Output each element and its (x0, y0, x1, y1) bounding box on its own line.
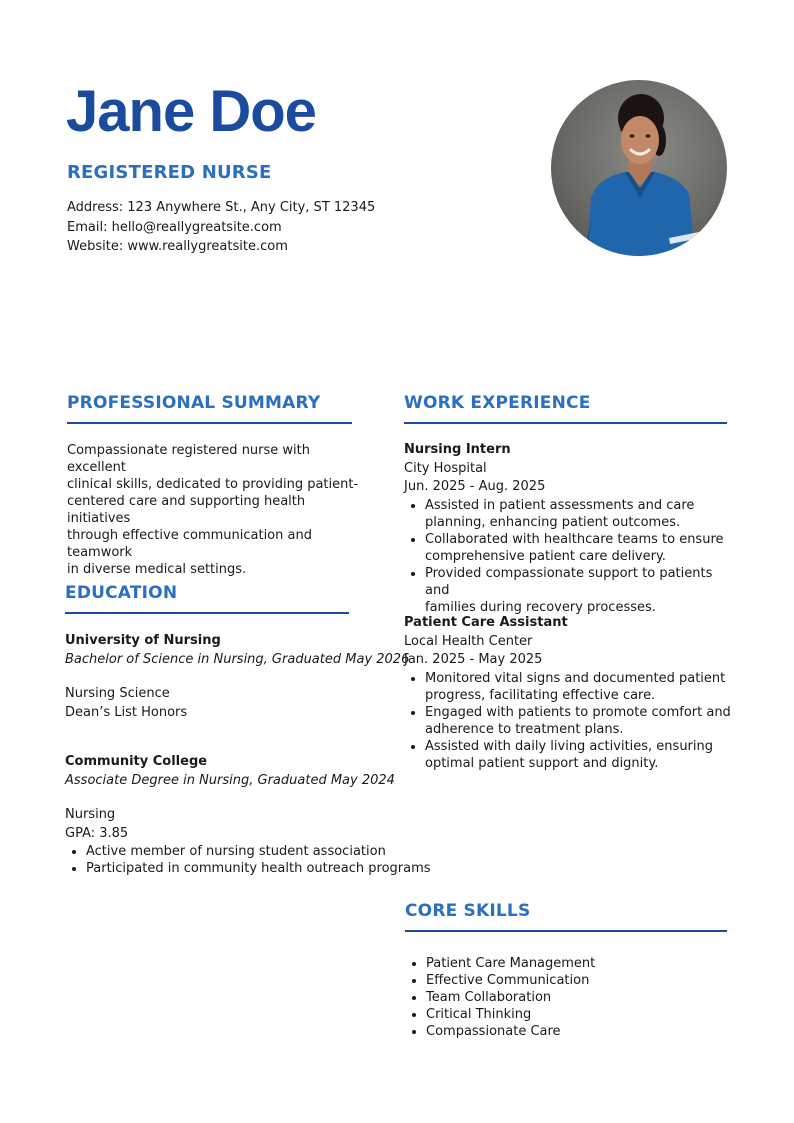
nurse-portrait-image (551, 80, 727, 256)
school-name: Community College (65, 754, 208, 769)
summary-line: Compassionate registered nurse with excellent (67, 443, 310, 475)
list-item (425, 670, 734, 704)
skill-item: • Effective Communication (426, 972, 595, 989)
job-organization: Local Health Center (404, 633, 533, 649)
list-item: • Active member of nursing student association (86, 843, 431, 860)
education-divider (65, 612, 349, 614)
school-name: University of Nursing (65, 633, 221, 648)
skills-divider (405, 930, 727, 932)
school-detail: Nursing (65, 807, 116, 822)
summary-line: in diverse medical settings. (67, 562, 247, 577)
job-dates: Jan. 2025 - May 2025 (404, 652, 543, 667)
school-detail: Nursing Science (65, 686, 170, 701)
contact-email: Email: hello@reallygreatsite.com (67, 219, 282, 235)
experience-divider (404, 422, 727, 424)
list-item (425, 531, 734, 565)
school-detail: GPA: 3.85 (65, 825, 129, 841)
summary-text (67, 442, 367, 578)
summary-line: through effective communication and teamwork (67, 528, 312, 560)
skill-item: • Compassionate Care (426, 1023, 595, 1040)
school-degree: Associate Degree in Nursing, Graduated May 2024 (65, 772, 395, 788)
skill-item: • Patient Care Management (426, 955, 595, 972)
education-entry (65, 753, 431, 877)
list-item-line: Assisted with daily living activities, ensuring (425, 738, 714, 754)
list-item-line: Assisted in patient assessments and care (425, 497, 695, 513)
list-item-line: planning, enhancing patient outcomes. (425, 514, 681, 530)
skill-item: • Team Collaboration (426, 989, 595, 1006)
list-item (425, 704, 734, 738)
school-activities-list (65, 843, 431, 877)
job-entry (404, 614, 734, 772)
list-item-line: Collaborated with healthcare teams to ensure (425, 531, 724, 547)
contact-address: Address: 123 Anywhere St., Any City, ST 12345 (67, 200, 376, 215)
job-organization: City Hospital (404, 460, 487, 476)
skills-list (405, 955, 595, 1040)
list-item-line: Provided compassionate support to patients and (425, 565, 713, 598)
list-item (425, 738, 734, 772)
list-item: • Participated in community health outreach programs (86, 860, 431, 877)
job-title: Nursing Intern (404, 442, 511, 457)
job-role: REGISTERED NURSE (67, 162, 272, 183)
job-duties-list (404, 670, 734, 772)
job-dates: Jun. 2025 - Aug. 2025 (404, 479, 546, 494)
list-item-line: families during recovery processes. (425, 599, 656, 615)
summary-title: PROFESSIONAL SUMMARY (67, 393, 321, 413)
list-item-line: progress, facilitating effective care. (425, 687, 656, 703)
profile-photo (551, 80, 727, 256)
job-entry (404, 441, 734, 616)
summary-line: clinical skills, dedicated to providing patient- (67, 477, 359, 492)
education-entry (65, 632, 409, 722)
summary-divider (67, 422, 352, 424)
contact-block (67, 198, 375, 257)
list-item-line: comprehensive patient care delivery. (425, 548, 666, 564)
list-item-line: Monitored vital signs and documented patient (425, 670, 726, 686)
list-item-line: optimal patient support and dignity. (425, 755, 659, 771)
school-detail: Dean’s List Honors (65, 704, 188, 720)
candidate-name: Jane Doe (66, 79, 316, 144)
summary-line: centered care and supporting health initiatives (67, 494, 306, 526)
list-item-line: adherence to treatment plans. (425, 721, 624, 737)
job-title: Patient Care Assistant (404, 615, 568, 630)
contact-website: Website: www.reallygreatsite.com (67, 239, 288, 254)
education-title: EDUCATION (65, 583, 178, 603)
job-duties-list (404, 497, 734, 616)
skills-title: CORE SKILLS (405, 901, 531, 921)
list-item (425, 497, 734, 531)
list-item (425, 565, 734, 616)
school-degree: Bachelor of Science in Nursing, Graduated May 2026 (65, 651, 410, 667)
skill-item: • Critical Thinking (426, 1006, 595, 1023)
experience-title: WORK EXPERIENCE (404, 393, 591, 413)
list-item-line: Engaged with patients to promote comfort and (425, 704, 731, 720)
